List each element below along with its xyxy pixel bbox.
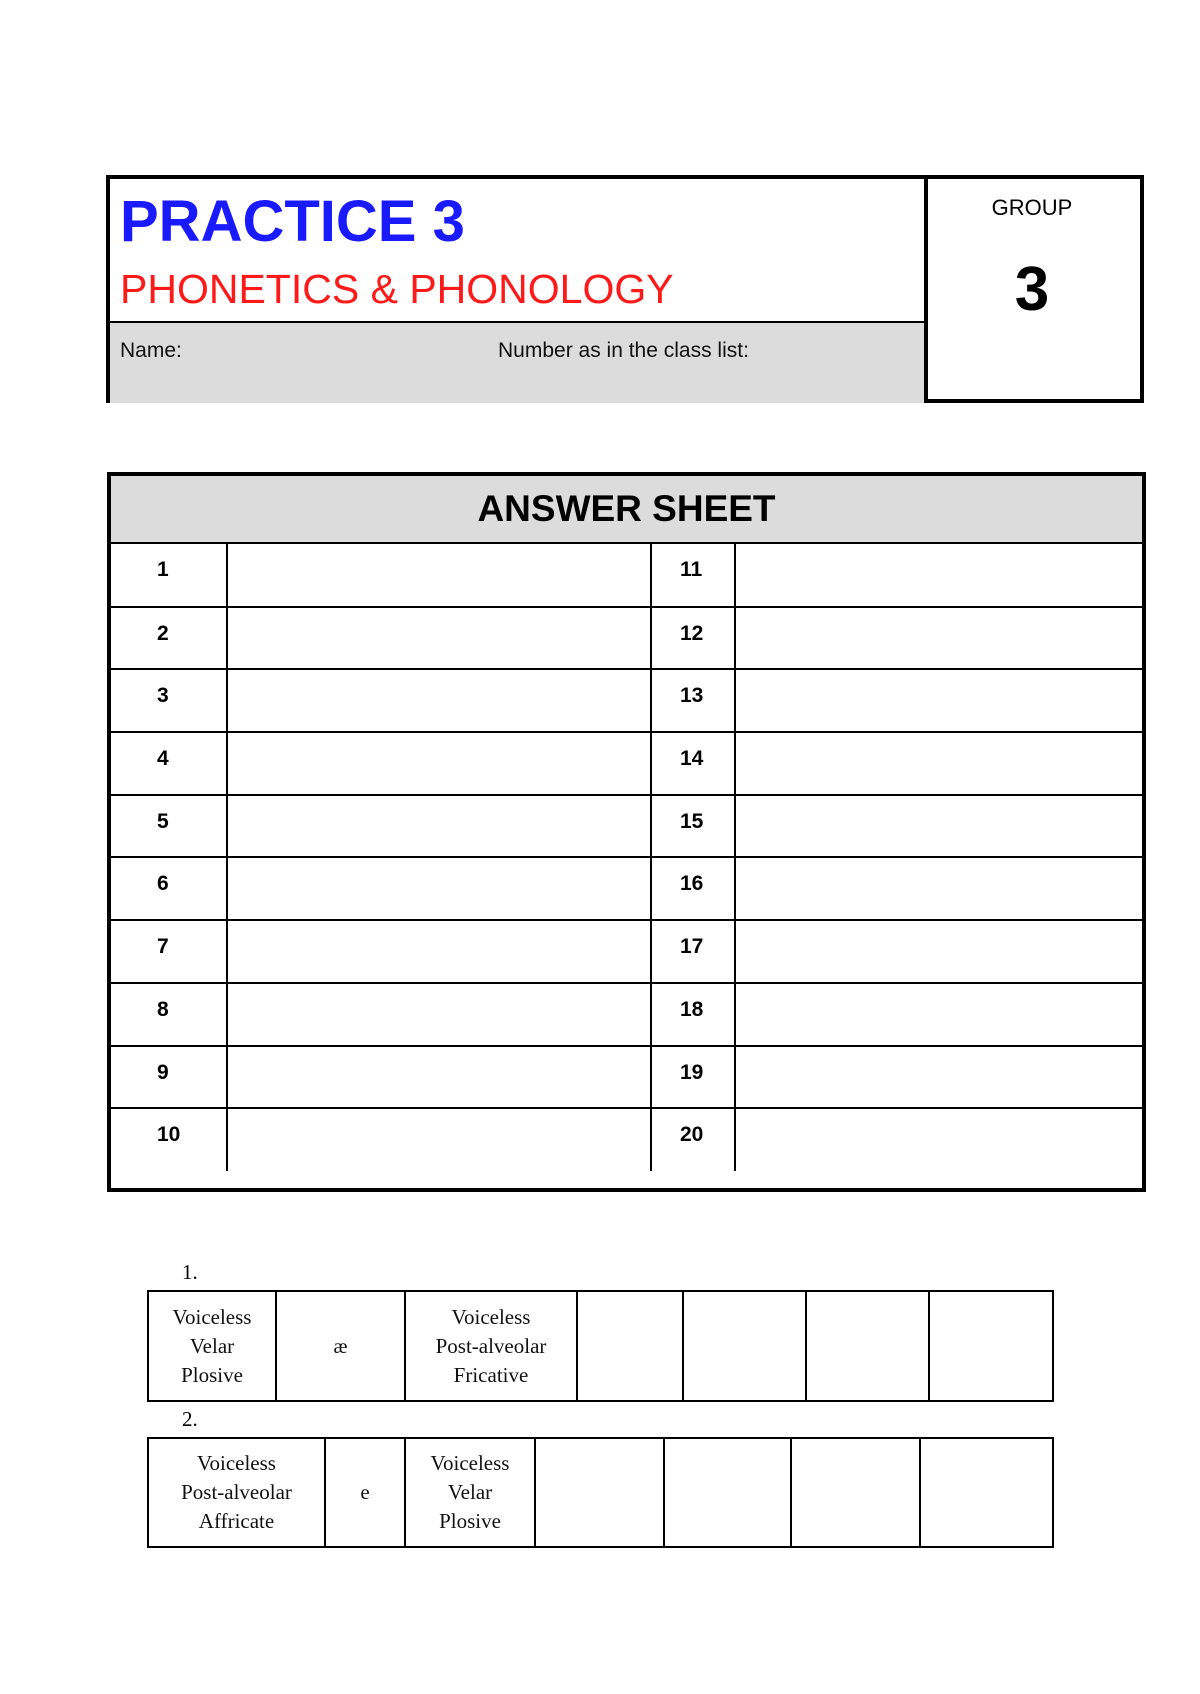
exercise-2-label: 2.	[182, 1407, 198, 1431]
exercise-blank-cell[interactable]	[791, 1438, 920, 1547]
exercise-cell-text: Affricate	[198, 1509, 275, 1533]
answer-number: 19	[680, 1060, 704, 1084]
exercise-cell-text: Plosive	[181, 1362, 243, 1387]
answer-number: 9	[157, 1060, 169, 1084]
exercise-cell-text: Voiceless	[197, 1451, 276, 1475]
answer-number: 2	[157, 621, 169, 645]
answer-input-cell[interactable]	[735, 669, 1142, 732]
answer-number: 15	[680, 809, 704, 833]
answer-input-cell[interactable]	[227, 920, 651, 983]
subject-title: PHONETICS & PHONOLOGY	[120, 266, 674, 312]
answer-input-cell[interactable]	[735, 1108, 1142, 1171]
answer-number-cell	[651, 669, 735, 732]
exercise-cell-text: e	[360, 1480, 370, 1504]
answer-number-cell	[111, 1046, 227, 1109]
exercise-row	[148, 1291, 1053, 1401]
group-label: GROUP	[991, 195, 1073, 220]
title-area	[110, 179, 924, 323]
header-left	[110, 179, 928, 399]
answer-input-cell[interactable]	[735, 732, 1142, 795]
answer-number: 6	[157, 872, 169, 896]
answer-row	[111, 1108, 1142, 1171]
answer-number: 3	[157, 684, 169, 708]
student-info-area[interactable]	[110, 323, 924, 403]
exercise-cell-text: Velar	[447, 1480, 493, 1504]
answer-row	[111, 669, 1142, 732]
exercise-cell-text: Voiceless	[430, 1451, 510, 1475]
group-number: 3	[1014, 255, 1050, 324]
answer-row	[111, 607, 1142, 670]
answer-number: 20	[680, 1123, 704, 1147]
answer-input-cell[interactable]	[227, 795, 651, 858]
class-number-label: Number as in the class list:	[498, 339, 749, 362]
exercise-2-table	[147, 1437, 1054, 1548]
group-box	[924, 179, 1140, 399]
answer-input-cell[interactable]	[227, 1108, 651, 1171]
header-box	[106, 175, 1144, 403]
exercise-cell	[276, 1291, 405, 1401]
answer-number: 18	[680, 997, 704, 1021]
exercise-cell-text: Plosive	[439, 1509, 501, 1533]
answer-number-cell	[651, 795, 735, 858]
answer-number-cell	[111, 1108, 227, 1171]
exercise-cell-text: æ	[333, 1333, 348, 1358]
answer-number-cell	[111, 669, 227, 732]
answer-number-cell	[651, 544, 735, 607]
answer-row	[111, 983, 1142, 1046]
exercise-blank-cell[interactable]	[929, 1291, 1053, 1401]
exercise-cell	[405, 1291, 577, 1401]
answer-table	[111, 544, 1142, 1171]
answer-input-cell[interactable]	[735, 795, 1142, 858]
answer-number-cell	[651, 1108, 735, 1171]
exercise-blank-cell[interactable]	[920, 1438, 1053, 1547]
exercise-cell-text: Post-alveolar	[435, 1333, 547, 1358]
answer-number: 14	[680, 747, 704, 771]
answer-input-cell[interactable]	[735, 607, 1142, 670]
exercise-1-label: 1.	[182, 1260, 198, 1284]
answer-input-cell[interactable]	[227, 607, 651, 670]
exercise-cell-text: Fricative	[453, 1362, 529, 1387]
answer-number: 4	[157, 747, 169, 771]
answer-input-cell[interactable]	[227, 1046, 651, 1109]
answer-row	[111, 795, 1142, 858]
answer-number: 13	[680, 684, 704, 708]
answer-sheet-header	[111, 476, 1142, 544]
answer-sheet	[107, 472, 1146, 1192]
answer-sheet-title: ANSWER SHEET	[477, 488, 776, 529]
answer-number: 8	[157, 997, 169, 1021]
answer-input-cell[interactable]	[227, 669, 651, 732]
answer-number-cell	[651, 983, 735, 1046]
exercise-row	[148, 1438, 1053, 1547]
answer-number: 10	[157, 1123, 181, 1147]
exercise-1-table	[147, 1290, 1054, 1402]
answer-number-cell	[111, 544, 227, 607]
answer-number: 7	[157, 935, 169, 959]
answer-number-cell	[111, 920, 227, 983]
exercise-cell-text: Voiceless	[172, 1304, 252, 1329]
answer-number: 12	[680, 621, 704, 645]
answer-number: 11	[680, 558, 703, 581]
answer-input-cell[interactable]	[227, 857, 651, 920]
answer-number-cell	[651, 607, 735, 670]
exercise-cell	[148, 1438, 325, 1547]
exercise-blank-cell[interactable]	[664, 1438, 791, 1547]
answer-number-cell	[111, 795, 227, 858]
answer-input-cell[interactable]	[735, 857, 1142, 920]
exercise-cell	[325, 1438, 405, 1547]
exercise-blank-cell[interactable]	[683, 1291, 806, 1401]
exercise-blank-cell[interactable]	[535, 1438, 664, 1547]
name-label: Name:	[120, 339, 182, 362]
answer-input-cell[interactable]	[735, 920, 1142, 983]
answer-input-cell[interactable]	[227, 732, 651, 795]
answer-input-cell[interactable]	[227, 544, 651, 607]
practice-title: PRACTICE 3	[120, 189, 465, 254]
exercise-cell-text: Post-alveolar	[181, 1480, 292, 1504]
answer-number: 1	[157, 558, 169, 581]
answer-row	[111, 732, 1142, 795]
exercise-blank-cell[interactable]	[577, 1291, 683, 1401]
answer-number-cell	[111, 607, 227, 670]
answer-number-cell	[651, 857, 735, 920]
answer-input-cell[interactable]	[735, 544, 1142, 607]
answer-row	[111, 544, 1142, 607]
answer-row	[111, 1046, 1142, 1109]
exercise-cell	[148, 1291, 276, 1401]
answer-number: 16	[680, 872, 704, 896]
answer-number-cell	[651, 920, 735, 983]
answer-number-cell	[111, 983, 227, 1046]
answer-number-cell	[651, 1046, 735, 1109]
answer-input-cell[interactable]	[735, 983, 1142, 1046]
exercise-cell-text: Velar	[189, 1333, 235, 1358]
answer-number-cell	[111, 857, 227, 920]
answer-input-cell[interactable]	[227, 983, 651, 1046]
answer-input-cell[interactable]	[735, 1046, 1142, 1109]
exercise-cell	[405, 1438, 535, 1547]
answer-number: 5	[157, 809, 169, 833]
answer-row	[111, 857, 1142, 920]
exercise-blank-cell[interactable]	[806, 1291, 929, 1401]
answer-number-cell	[111, 732, 227, 795]
answer-number: 17	[680, 935, 704, 959]
answer-row	[111, 920, 1142, 983]
exercise-cell-text: Voiceless	[451, 1304, 531, 1329]
answer-number-cell	[651, 732, 735, 795]
